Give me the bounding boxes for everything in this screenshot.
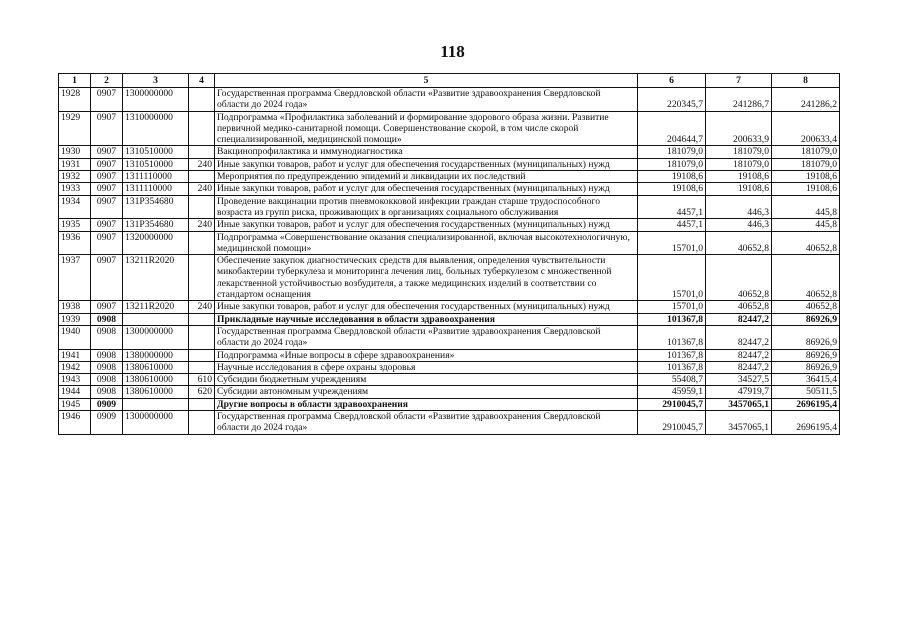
expense-type-cell	[189, 195, 215, 219]
amount-col8-cell: 445,8	[772, 195, 840, 219]
expense-type-cell: 240	[189, 183, 215, 195]
target-article-cell: 1311110000	[123, 171, 189, 183]
amount-col7-cell: 40652,8	[706, 231, 772, 255]
amount-col7-cell: 19108,6	[706, 171, 772, 183]
item-name-cell: Иные закупки товаров, работ и услуг для обеспечения государственных (муниципальных) нужд	[215, 219, 638, 231]
row-number-cell: 1938	[59, 301, 91, 313]
budget-table	[58, 73, 840, 435]
amount-col7-cell: 19108,6	[706, 183, 772, 195]
amount-col8-cell: 241286,2	[772, 88, 840, 112]
amount-col6-cell: 19108,6	[638, 183, 706, 195]
expense-type-cell: 610	[189, 374, 215, 386]
item-name-cell: Подпрограмма «Иные вопросы в сфере здравоохранения»	[215, 349, 638, 361]
amount-col7-cell: 82447,2	[706, 313, 772, 325]
section-code-cell: 0908	[91, 313, 123, 325]
target-article-cell: 1380610000	[123, 361, 189, 373]
amount-col8-cell: 40652,8	[772, 255, 840, 301]
page-number: 118	[440, 42, 465, 61]
amount-col8-cell: 445,8	[772, 219, 840, 231]
row-number-cell: 1944	[59, 386, 91, 398]
item-name-cell: Другие вопросы в области здравоохранения	[215, 398, 638, 410]
expense-type-cell: 620	[189, 386, 215, 398]
amount-col8-cell: 86926,9	[772, 313, 840, 325]
table-row	[59, 183, 840, 195]
amount-col6-cell: 2910045,7	[638, 398, 706, 410]
amount-col6-cell: 101367,8	[638, 349, 706, 361]
amount-col7-cell: 34527,5	[706, 374, 772, 386]
item-name-cell: Субсидии автономным учреждениям	[215, 386, 638, 398]
section-code-cell: 0909	[91, 398, 123, 410]
section-code-cell: 0908	[91, 361, 123, 373]
amount-col7-cell: 181079,0	[706, 158, 772, 170]
target-article-cell: 131Р354680	[123, 219, 189, 231]
column-header: 1	[59, 74, 91, 88]
amount-col7-cell: 82447,2	[706, 361, 772, 373]
item-name-cell: Вакцинопрофилактика и иммунодиагностика	[215, 146, 638, 158]
amount-col8-cell: 40652,8	[772, 301, 840, 313]
section-code-cell: 0907	[91, 158, 123, 170]
amount-col8-cell: 86926,9	[772, 325, 840, 349]
table-row	[59, 171, 840, 183]
item-name-cell: Обеспечение закупок диагностических средств для выявления, определения чувствительности микобактерии туберкулеза и мониторинга лечения лиц, больных туберкулезом с множественной лекарственной устойчивостью возбудителя, а также медицинских изделий в соответствии со стандартом оснащения	[215, 255, 638, 301]
table-row	[59, 146, 840, 158]
row-number-cell: 1937	[59, 255, 91, 301]
target-article-cell: 13211R2020	[123, 301, 189, 313]
column-header: 5	[215, 74, 638, 88]
amount-col7-cell: 47919,7	[706, 386, 772, 398]
expense-type-cell	[189, 313, 215, 325]
target-article-cell: 1310000000	[123, 111, 189, 146]
amount-col8-cell: 36415,4	[772, 374, 840, 386]
row-number-cell: 1940	[59, 325, 91, 349]
row-number-cell: 1935	[59, 219, 91, 231]
amount-col6-cell: 45959,1	[638, 386, 706, 398]
amount-col6-cell: 55408,7	[638, 374, 706, 386]
section-code-cell: 0907	[91, 231, 123, 255]
row-number-cell: 1939	[59, 313, 91, 325]
row-number-cell: 1931	[59, 158, 91, 170]
table-row	[59, 374, 840, 386]
amount-col7-cell: 200633,9	[706, 111, 772, 146]
section-code-cell: 0908	[91, 386, 123, 398]
row-number-cell: 1933	[59, 183, 91, 195]
expense-type-cell	[189, 361, 215, 373]
item-name-cell: Иные закупки товаров, работ и услуг для обеспечения государственных (муниципальных) нужд	[215, 301, 638, 313]
amount-col8-cell: 86926,9	[772, 349, 840, 361]
expense-type-cell	[189, 171, 215, 183]
item-name-cell: Прикладные научные исследования в области здравоохранения	[215, 313, 638, 325]
target-article-cell: 1300000000	[123, 411, 189, 435]
expense-type-cell	[189, 411, 215, 435]
item-name-cell: Иные закупки товаров, работ и услуг для обеспечения государственных (муниципальных) нужд	[215, 158, 638, 170]
row-number-cell: 1928	[59, 88, 91, 112]
row-number-cell: 1936	[59, 231, 91, 255]
expense-type-cell	[189, 88, 215, 112]
section-code-cell: 0907	[91, 171, 123, 183]
amount-col6-cell: 101367,8	[638, 325, 706, 349]
target-article-cell: 1380000000	[123, 349, 189, 361]
expense-type-cell	[189, 325, 215, 349]
target-article-cell	[123, 313, 189, 325]
table-row	[59, 301, 840, 313]
target-article-cell: 1310510000	[123, 146, 189, 158]
amount-col7-cell: 82447,2	[706, 325, 772, 349]
amount-col6-cell: 181079,0	[638, 158, 706, 170]
target-article-cell: 1311110000	[123, 183, 189, 195]
table-row	[59, 158, 840, 170]
item-name-cell: Мероприятия по предупреждению эпидемий и ликвидации их последствий	[215, 171, 638, 183]
amount-col8-cell: 181079,0	[772, 158, 840, 170]
amount-col7-cell: 181079,0	[706, 146, 772, 158]
item-name-cell: Государственная программа Свердловской области «Развитие здравоохранения Свердловской области до 2024 года»	[215, 88, 638, 112]
amount-col7-cell: 3457065,1	[706, 398, 772, 410]
target-article-cell: 1300000000	[123, 88, 189, 112]
table-row	[59, 361, 840, 373]
section-code-cell: 0909	[91, 411, 123, 435]
amount-col6-cell: 101367,8	[638, 313, 706, 325]
table-row	[59, 325, 840, 349]
table-row	[59, 88, 840, 112]
target-article-cell	[123, 398, 189, 410]
amount-col6-cell: 15701,0	[638, 301, 706, 313]
table-row	[59, 411, 840, 435]
table-row	[59, 255, 840, 301]
item-name-cell: Субсидии бюджетным учреждениям	[215, 374, 638, 386]
amount-col7-cell: 241286,7	[706, 88, 772, 112]
expense-type-cell	[189, 398, 215, 410]
section-code-cell: 0907	[91, 183, 123, 195]
amount-col6-cell: 15701,0	[638, 231, 706, 255]
amount-col6-cell: 101367,8	[638, 361, 706, 373]
expense-type-cell: 240	[189, 219, 215, 231]
table-row	[59, 219, 840, 231]
item-name-cell: Государственная программа Свердловской области «Развитие здравоохранения Свердловской области до 2024 года»	[215, 411, 638, 435]
amount-col8-cell: 200633,4	[772, 111, 840, 146]
target-article-cell: 1380610000	[123, 386, 189, 398]
row-number-cell: 1943	[59, 374, 91, 386]
target-article-cell: 1320000000	[123, 231, 189, 255]
amount-col6-cell: 2910045,7	[638, 411, 706, 435]
target-article-cell: 1310510000	[123, 158, 189, 170]
amount-col8-cell: 19108,6	[772, 171, 840, 183]
table-row	[59, 111, 840, 146]
section-code-cell: 0907	[91, 146, 123, 158]
row-number-cell: 1930	[59, 146, 91, 158]
amount-col6-cell: 181079,0	[638, 146, 706, 158]
row-number-cell: 1942	[59, 361, 91, 373]
table-row	[59, 231, 840, 255]
amount-col8-cell: 50511,5	[772, 386, 840, 398]
amount-col7-cell: 82447,2	[706, 349, 772, 361]
amount-col7-cell: 40652,8	[706, 255, 772, 301]
expense-type-cell	[189, 255, 215, 301]
item-name-cell: Иные закупки товаров, работ и услуг для обеспечения государственных (муниципальных) нужд	[215, 183, 638, 195]
expense-type-cell	[189, 111, 215, 146]
column-header: 7	[706, 74, 772, 88]
amount-col7-cell: 446,3	[706, 195, 772, 219]
row-number-cell: 1941	[59, 349, 91, 361]
column-header: 6	[638, 74, 706, 88]
section-code-cell: 0908	[91, 374, 123, 386]
amount-col7-cell: 3457065,1	[706, 411, 772, 435]
amount-col6-cell: 15701,0	[638, 255, 706, 301]
amount-col6-cell: 220345,7	[638, 88, 706, 112]
expense-type-cell	[189, 231, 215, 255]
expense-type-cell	[189, 349, 215, 361]
row-number-cell: 1934	[59, 195, 91, 219]
section-code-cell: 0908	[91, 325, 123, 349]
target-article-cell: 13211R2020	[123, 255, 189, 301]
column-header: 8	[772, 74, 840, 88]
section-code-cell: 0907	[91, 111, 123, 146]
amount-col8-cell: 40652,8	[772, 231, 840, 255]
amount-col6-cell: 19108,6	[638, 171, 706, 183]
section-code-cell: 0907	[91, 255, 123, 301]
item-name-cell: Государственная программа Свердловской области «Развитие здравоохранения Свердловской области до 2024 года»	[215, 325, 638, 349]
amount-col8-cell: 181079,0	[772, 146, 840, 158]
expense-type-cell	[189, 146, 215, 158]
row-number-cell: 1946	[59, 411, 91, 435]
item-name-cell: Научные исследования в сфере охраны здоровья	[215, 361, 638, 373]
amount-col8-cell: 86926,9	[772, 361, 840, 373]
table-row	[59, 349, 840, 361]
row-number-cell: 1932	[59, 171, 91, 183]
table-row	[59, 386, 840, 398]
amount-col8-cell: 2696195,4	[772, 411, 840, 435]
target-article-cell: 1380610000	[123, 374, 189, 386]
expense-type-cell: 240	[189, 301, 215, 313]
amount-col7-cell: 446,3	[706, 219, 772, 231]
table-row	[59, 195, 840, 219]
section-code-cell: 0907	[91, 301, 123, 313]
row-number-cell: 1929	[59, 111, 91, 146]
table-row	[59, 313, 840, 325]
amount-col6-cell: 4457,1	[638, 195, 706, 219]
amount-col8-cell: 19108,6	[772, 183, 840, 195]
section-code-cell: 0908	[91, 349, 123, 361]
amount-col7-cell: 40652,8	[706, 301, 772, 313]
amount-col6-cell: 4457,1	[638, 219, 706, 231]
amount-col8-cell: 2696195,4	[772, 398, 840, 410]
expense-type-cell: 240	[189, 158, 215, 170]
table-body	[59, 88, 840, 435]
item-name-cell: Проведение вакцинации против пневмококковой инфекции граждан старше трудоспособного возраста из групп риска, проживающих в организациях социального обслуживания	[215, 195, 638, 219]
section-code-cell: 0907	[91, 195, 123, 219]
table-row	[59, 398, 840, 410]
column-header: 4	[189, 74, 215, 88]
column-header: 2	[91, 74, 123, 88]
item-name-cell: Подпрограмма «Профилактика заболеваний и формирование здорового образа жизни. Развитие первичной медико-санитарной помощи. Совершенствование скорой, в том числе скорой специализированной, медицинской помощи»	[215, 111, 638, 146]
section-code-cell: 0907	[91, 88, 123, 112]
row-number-cell: 1945	[59, 398, 91, 410]
column-header: 3	[123, 74, 189, 88]
amount-col6-cell: 204644,7	[638, 111, 706, 146]
target-article-cell: 131Р354680	[123, 195, 189, 219]
item-name-cell: Подпрограмма «Совершенствование оказания специализированной, включая высокотехнологичную, медицинской помощи»	[215, 231, 638, 255]
target-article-cell: 1300000000	[123, 325, 189, 349]
header-row	[59, 74, 840, 88]
section-code-cell: 0907	[91, 219, 123, 231]
